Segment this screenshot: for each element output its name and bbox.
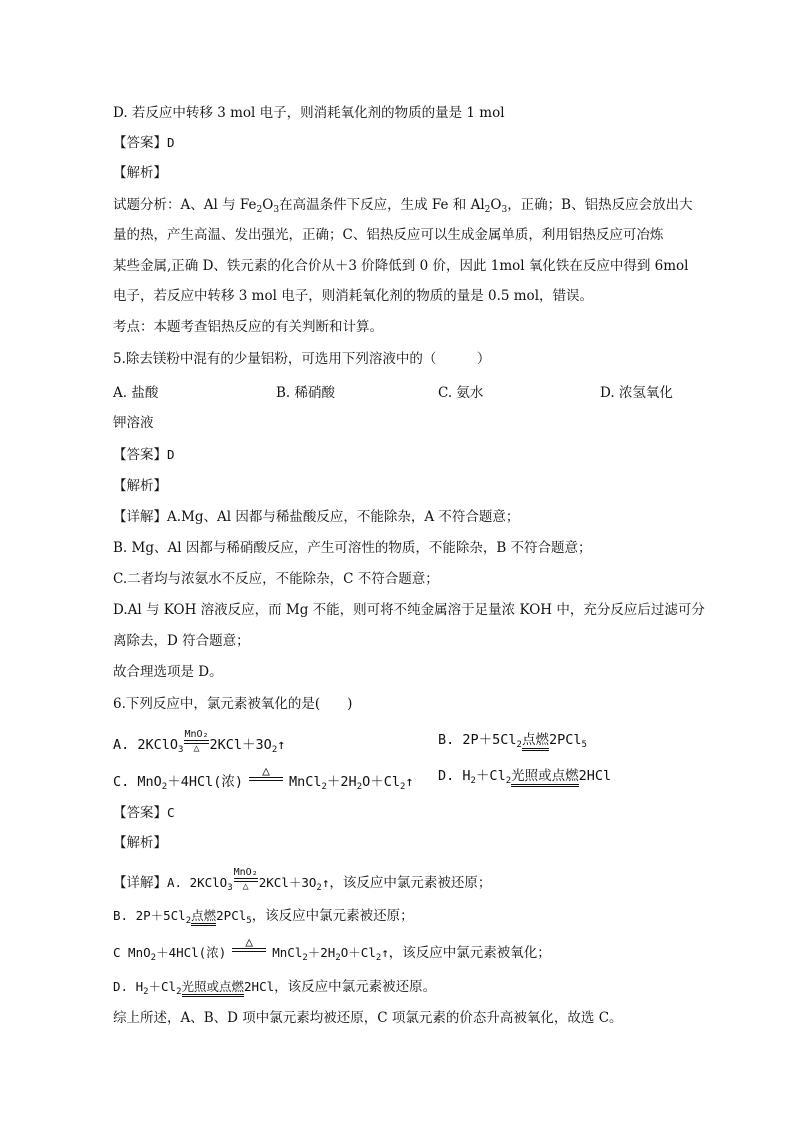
q4-analysis-label: 【解析】 [113, 165, 167, 181]
reaction-condition-mno2: MnO₂ △ [184, 729, 209, 754]
q6-option-a: A. 2KClO$_3$ MnO₂ △ $2KCl+3O_2↑$ [113, 729, 286, 755]
q5-option-b: B. 稀硝酸 [276, 385, 336, 401]
answer-value: D [167, 135, 175, 150]
q4-analysis-line-4: 电子，若反应中转移 3 mol 电子，则消耗氧化剂的物质的量是 0.5 mol，错误。 [113, 288, 594, 304]
q6-detail-2: B. $2P+5Cl_2$点燃2PCl$_5$，该反应中氯元素被还原； [113, 908, 414, 926]
q5-detail-6: 故合理选项是 D。 [113, 664, 223, 680]
q6-detail-4: D. $H_2+Cl_2$光照或点燃2HCl，该反应中氯元素被还原。 [113, 979, 437, 997]
q4-key-point: 考点：本题考查铝热反应的有关判断和计算。 [113, 319, 383, 335]
q5-option-d-cont: 钾溶液 [113, 415, 154, 431]
q5-stem: 5.除去镁粉中混有的少量铝粉，可选用下列溶液中的（ ） [113, 351, 491, 367]
q5-detail-5: 离除去，D 符合题意； [113, 633, 250, 649]
q6-summary: 综上所述，A、B、D 项中氯元素均被还原，C 项氯元素的价态升高被氧化，故选 C。 [113, 1010, 623, 1026]
q4-answer [113, 133, 175, 153]
q5-detail-3: C.二者均与浓氨水不反应，不能除杂，C 不符合题意； [113, 571, 439, 587]
q6-detail-3: C MnO$_2$＋4HCl(浓) △ $MnCl_2+2H_2O+Cl_2↑$，该反应中氯元素被氧化； [113, 935, 551, 963]
q6-option-c: C. MnO$_2$＋4HCl(浓) △ $MnCl_2+2H_2O+Cl_2↑$ [113, 764, 414, 792]
q6-option-d: D. $H_2+Cl_2$光照或点燃2HCl [438, 768, 612, 786]
q5-option-d: D. 浓氢氧化 [600, 385, 673, 401]
q5-detail-2: B. Mg、Al 因都与稀硝酸反应，产生可溶性的物质，不能除杂，B 不符合题意； [113, 540, 592, 556]
q4-analysis-line-3: 某些金属,正确 D、铁元素的化合价从＋3 价降低到 0 价，因此 1mol 氧化铁在反应中得到 6mol [113, 258, 689, 274]
q4-analysis-line-1: 试题分析：A、Al 与 $Fe_2O_3$在高温条件下反应，生成 Fe 和 $Al_2O_3$，正确；B、铝热反应会放出大 [113, 197, 693, 215]
q6-option-b: B. $2P+5Cl_2$点燃2PCl$_5$ [438, 732, 587, 750]
reaction-condition-heat: △ [249, 766, 283, 791]
q5-option-c: C. 氨水 [438, 385, 484, 401]
q5-answer: 【答案】D [113, 447, 175, 463]
q4-analysis-line-2: 量的热，产生高温、发出强光，正确；C、铝热反应可以生成金属单质，利用铝热反应可冶炼 [113, 227, 664, 243]
q5-analysis-label: 【解析】 [113, 478, 167, 494]
q6-stem: 6.下列反应中，氯元素被氧化的是( ) [113, 696, 353, 712]
answer-label: 【答案】 [113, 135, 167, 151]
q6-analysis-label: 【解析】 [113, 835, 167, 851]
q5-option-a: A. 盐酸 [113, 385, 159, 401]
q6-detail-1: 【详解】A. 2KClO$_3$ MnO₂ △ $2KCl+3O_2↑$，该反应中氯元素被还原； [113, 867, 492, 893]
q5-detail-1: 【详解】A.Mg、Al 因都与稀盐酸反应，不能除杂，A 不符合题意； [113, 509, 520, 525]
q5-detail-4: D.Al 与 KOH 溶液反应，而 Mg 不能，则可将不纯金属溶于足量浓 KOH 中，充分反应后过滤可分 [113, 602, 705, 618]
q6-answer: 【答案】C [113, 805, 175, 821]
q4-option-d: D. 若反应中转移 3 mol 电子，则消耗氧化剂的物质的量是 1 mol [113, 105, 505, 121]
